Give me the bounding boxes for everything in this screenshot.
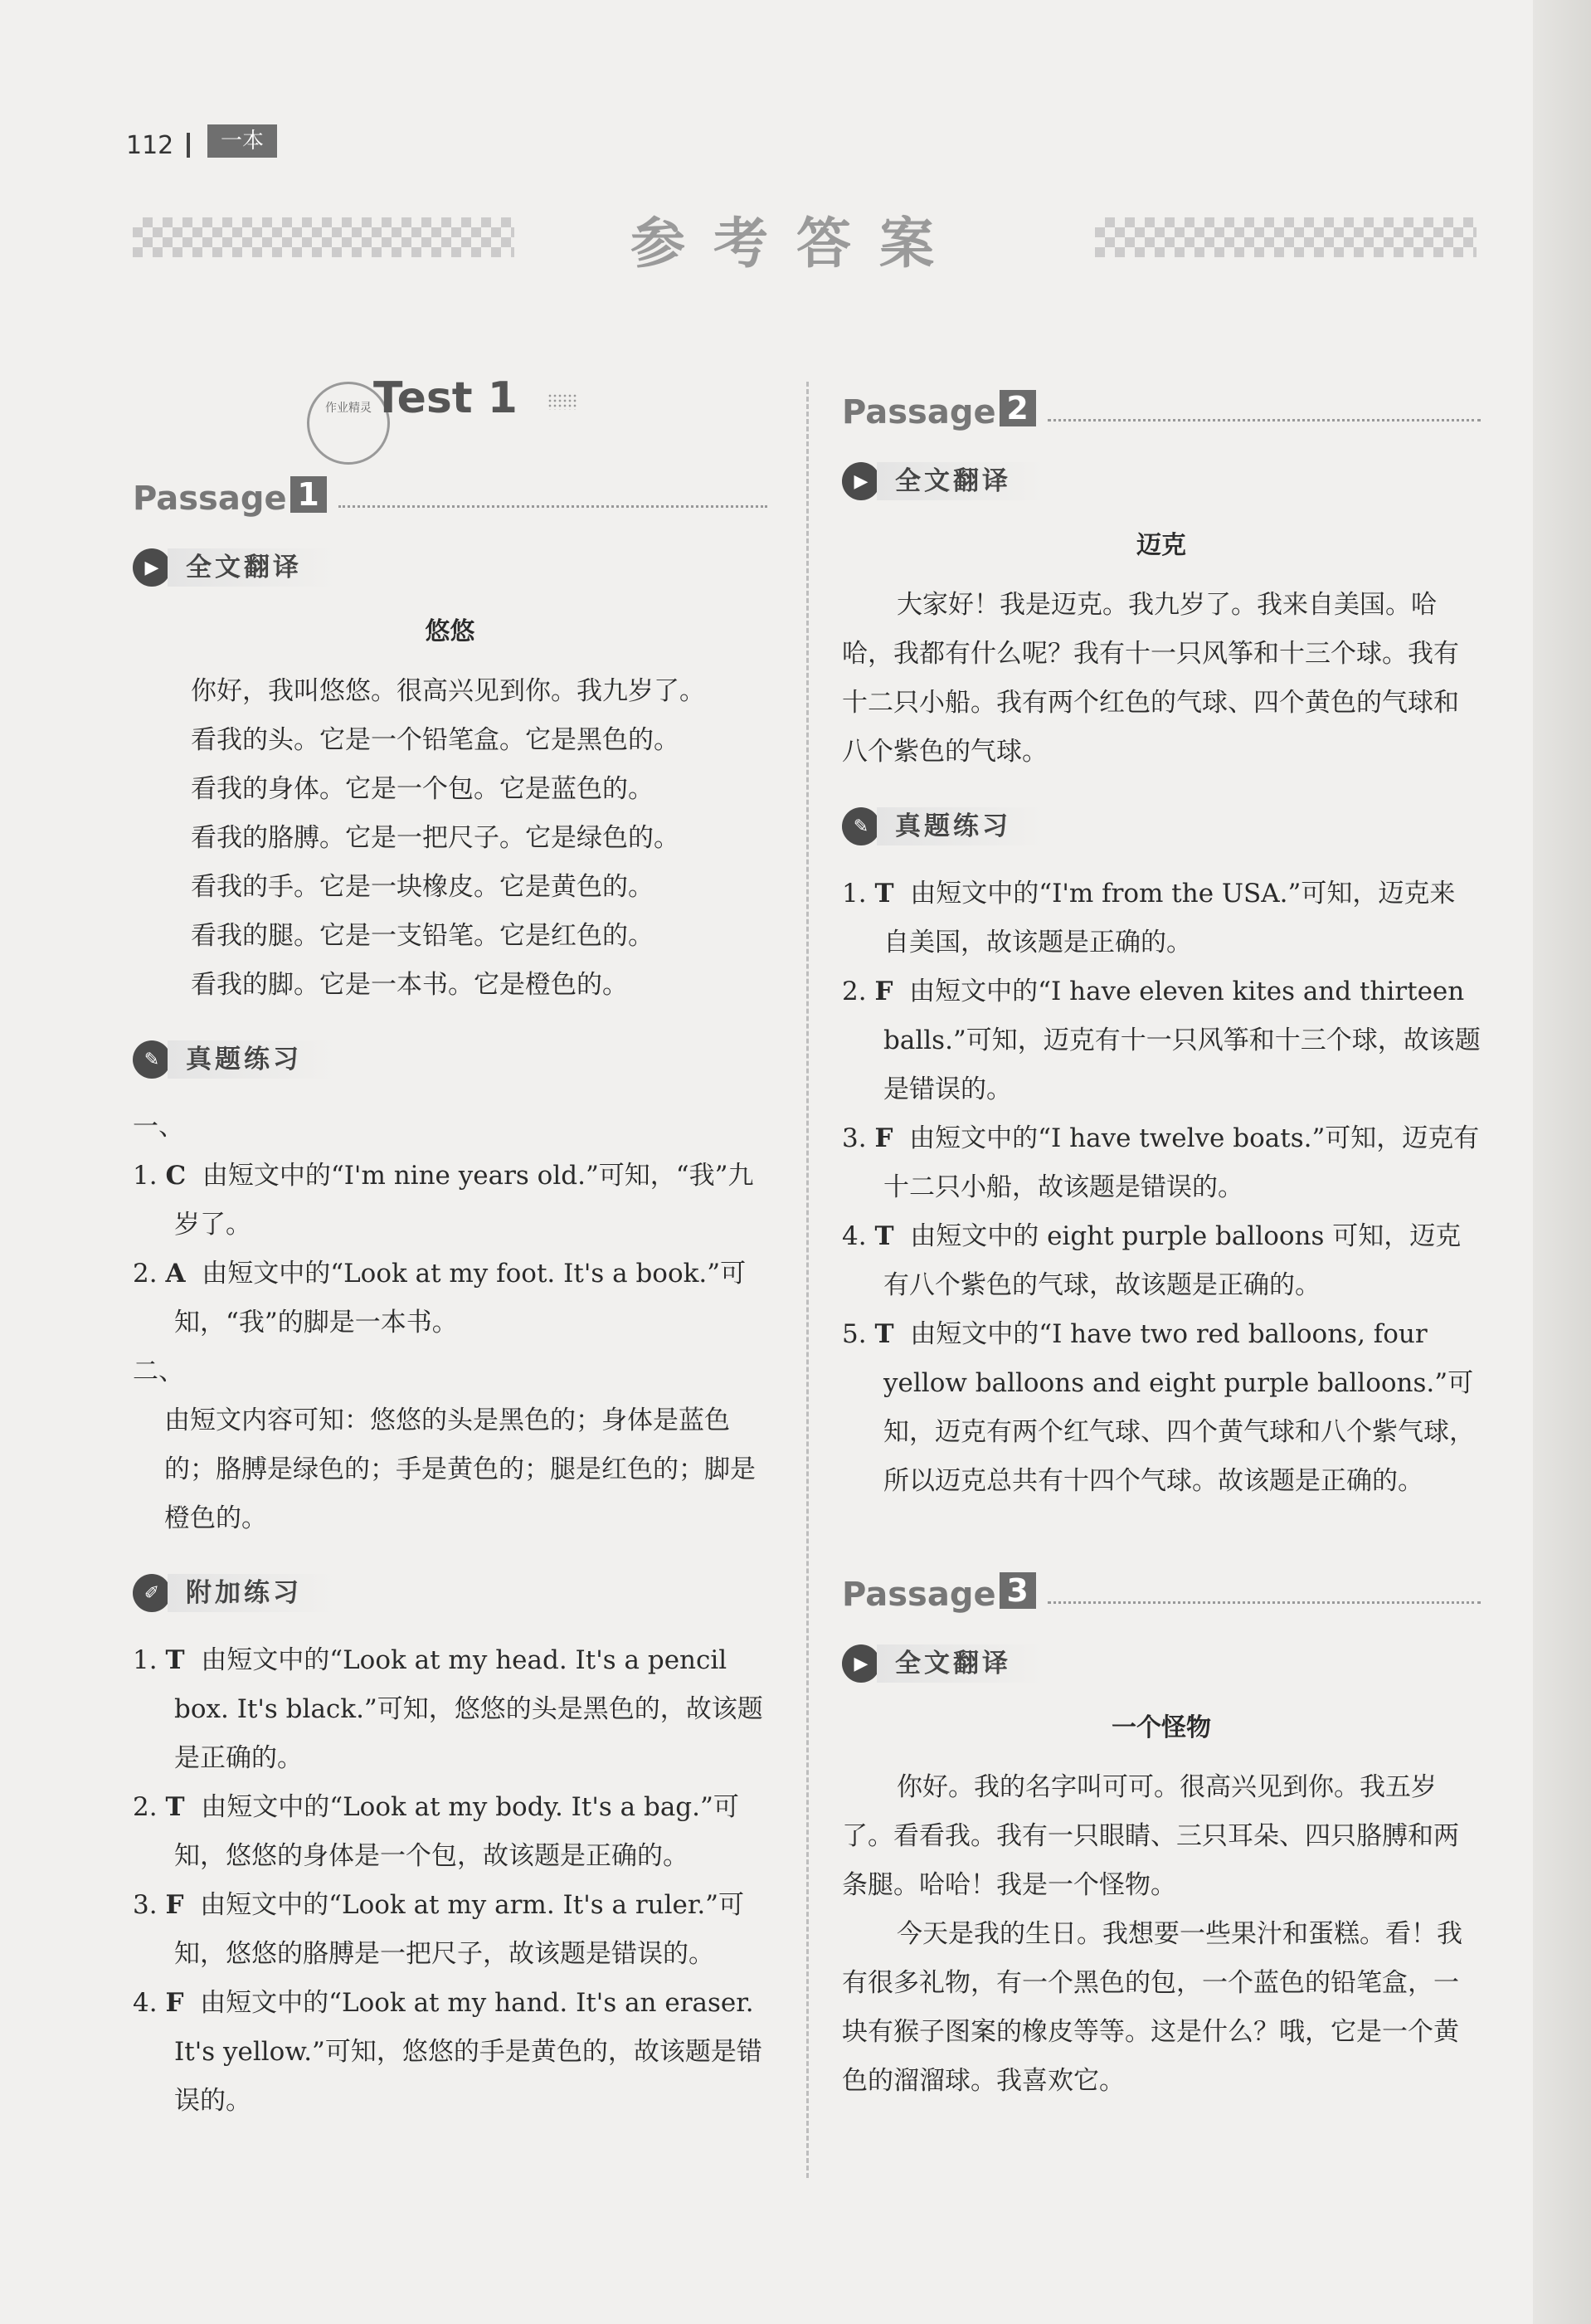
dots-decoration: [547, 393, 577, 410]
practice-icon: ✎: [133, 1040, 171, 1079]
story-paragraph: 大家好！我是迈克。我九岁了。我来自美国。哈哈，我都有什么呢？我有十一只风筝和十三个球。我有十二只小船。我有两个红色的气球、四个黄色的气球和八个紫色的气球。: [842, 590, 1459, 767]
right-column: [842, 357, 1481, 2106]
section-label: 真题练习: [168, 1040, 335, 1079]
passage-word: Passage: [842, 393, 996, 431]
story-line: 看我的胳膊。它是一把尺子。它是绿色的。: [191, 823, 679, 853]
answer-item: 5. T 由短文中的“I have two red balloons, four yellow balloons and eight purple balloons.”可知，迈克有两个红气球、四个黄气球和八个紫气球，所以迈克总共有十四个气球。故该题是正确的。: [842, 1319, 1475, 1496]
practice-icon: ✎: [842, 807, 880, 845]
answer-item: 2. A 由短文中的“Look at my foot. It's a book.”可知，“我”的脚是一本书。: [133, 1259, 747, 1337]
extra-section-header: [133, 1571, 767, 1615]
passage-word: Passage: [842, 1576, 996, 1614]
part-2-answer: 由短文内容可知：悠悠的头是黑色的；身体是蓝色的；胳膊是绿色的；手是黄色的；腿是红色的；脚是橙色的。: [164, 1406, 756, 1533]
play-icon: ▶: [842, 1644, 880, 1683]
story-paragraph: 你好。我的名字叫可可。很高兴见到你。我五岁了。看看我。我有一只眼睛、三只耳朵、四只胳膊和两条腿。哈哈！我是一个怪物。: [842, 1772, 1459, 1900]
answer-item: 2. T 由短文中的“Look at my body. It's a bag.”可知，悠悠的身体是一个包，故该题是正确的。: [133, 1792, 739, 1871]
part-label: 一、: [133, 1112, 184, 1142]
test-heading: [133, 357, 767, 456]
page-edge: [1533, 0, 1591, 2324]
story-line: 看我的腿。它是一支铅笔。它是红色的。: [191, 921, 654, 951]
passage-1-heading: [133, 460, 767, 518]
story-line: 看我的身体。它是一个包。它是蓝色的。: [191, 774, 654, 804]
section-label: 真题练习: [877, 807, 1044, 845]
story-line: 看我的手。它是一块橡皮。它是黄色的。: [191, 872, 654, 902]
answer-item: 2. F 由短文中的“I have eleven kites and thirteen balls.”可知，迈克有十一只风筝和十三个球，故该题是错误的。: [842, 977, 1481, 1104]
column-divider: [806, 382, 809, 2178]
section-label: 全文翻译: [877, 1644, 1044, 1683]
passage-2-heading: [842, 373, 1481, 431]
story-title: 悠悠: [425, 617, 475, 646]
section-label: 附加练习: [168, 1574, 335, 1612]
answer-item: 1. T 由短文中的“Look at my head. It's a pencil box. It's black.”可知，悠悠的头是黑色的，故该题是正确的。: [133, 1645, 763, 1773]
watermark-badge: 作业精灵: [307, 382, 390, 465]
section-label: 全文翻译: [168, 548, 335, 587]
left-column: [133, 357, 767, 2126]
story-line: 你好，我叫悠悠。很高兴见到你。我九岁了。: [191, 676, 705, 706]
page-number: 112: [126, 131, 174, 160]
story-title: 迈克: [1136, 531, 1186, 560]
dotted-rule: [338, 505, 767, 508]
answer-item: 3. F 由短文中的“Look at my arm. It's a ruler.”可知，悠悠的胳膊是一把尺子，故该题是错误的。: [133, 1890, 745, 1969]
title-decoration-right: [1095, 217, 1477, 257]
practice-section-header: [842, 805, 1481, 848]
page-divider-bar: [187, 133, 190, 158]
story-line: 看我的头。它是一个铅笔盒。它是黑色的。: [191, 725, 679, 755]
answer-item: 1. C 由短文中的“I'm nine years old.”可知，“我”九岁了。: [133, 1161, 754, 1240]
answer-item: 4. F 由短文中的“Look at my hand. It's an eraser. It's yellow.”可知，悠悠的手是黄色的，故该题是错误的。: [133, 1988, 762, 2116]
test-title: Test 1: [373, 373, 518, 423]
answer-item: 1. T 由短文中的“I'm from the USA.”可知，迈克来自美国，故该题是正确的。: [842, 879, 1456, 957]
passage-word: Passage: [133, 480, 287, 518]
translation-section-header: [133, 546, 767, 589]
passage-number: 2: [1000, 390, 1036, 426]
play-icon: ▶: [842, 462, 880, 500]
page-title: 参考答案: [630, 212, 962, 275]
answer-item: 4. T 由短文中的 eight purple balloons 可知，迈克有八个紫色的气球，故该题是正确的。: [842, 1221, 1462, 1300]
logo: 一本: [207, 124, 277, 158]
passage-3-heading: [842, 1556, 1481, 1614]
story-title: 一个怪物: [1112, 1713, 1211, 1742]
extra-icon: ✐: [133, 1574, 171, 1612]
play-icon: ▶: [133, 548, 171, 587]
practice-section-header: [133, 1038, 767, 1081]
dotted-rule: [1048, 419, 1481, 421]
passage-number: 3: [1000, 1572, 1036, 1609]
answer-item: 3. F 由短文中的“I have twelve boats.”可知，迈克有十二只小船，故该题是错误的。: [842, 1123, 1480, 1202]
part-label: 二、: [133, 1357, 184, 1386]
story-line: 看我的脚。它是一本书。它是橙色的。: [191, 970, 628, 1000]
story-paragraph: 今天是我的生日。我想要一些果汁和蛋糕。看！我有很多礼物，有一个黑色的包，一个蓝色的铅笔盒，一块有猴子图案的橡皮等等。这是什么？哦，它是一个黄色的溜溜球。我喜欢它。: [842, 1919, 1462, 2096]
passage-number: 1: [290, 476, 327, 513]
title-decoration-left: [133, 217, 514, 257]
dotted-rule: [1048, 1601, 1481, 1604]
section-label: 全文翻译: [877, 462, 1044, 500]
translation-section-header: [842, 1642, 1481, 1685]
translation-section-header: [842, 460, 1481, 503]
